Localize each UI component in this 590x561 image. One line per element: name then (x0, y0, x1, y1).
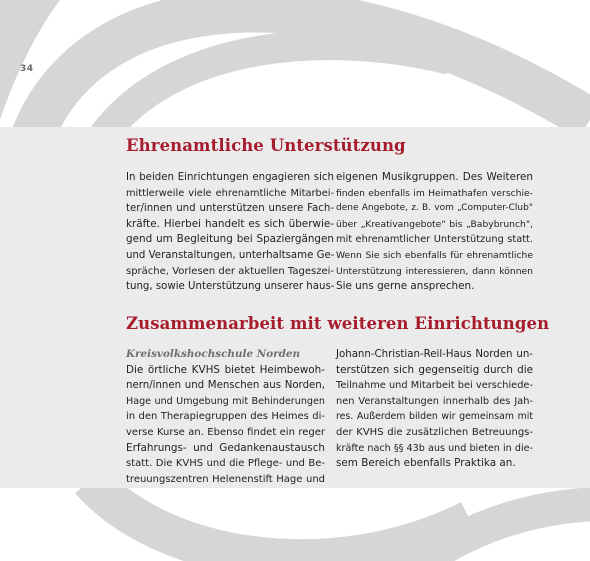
section-heading-cooperation: Zusammenarbeit mit weiteren Einrichtungen (126, 314, 550, 333)
text-line: und Veranstaltungen, unterhaltsame Ge- (126, 249, 335, 261)
text-line: Johann-Christian-Reil-Haus Norden un- (336, 349, 533, 360)
text-line: dene Angebote, z. B. vom „Computer-Club" (336, 203, 533, 214)
text-line: Unterstützung interessieren, dann können (336, 265, 533, 277)
text-line: finden ebenfalls im Heimathafen verschie- (336, 187, 533, 199)
text-line: nern/innen und Menschen aus Norden, (126, 380, 325, 392)
text-line: Die örtliche KVHS bietet Heimbewoh- (126, 363, 325, 376)
text-line: spräche, Vorlesen der aktuellen Tageszei- (126, 265, 334, 277)
text-line: in den Therapiegruppen des Heimes di- (126, 411, 325, 423)
text-line: In beiden Einrichtungen engagieren sich (126, 172, 334, 183)
section-heading-volunteer-support: Ehrenamtliche Unterstützung (126, 136, 406, 155)
decoration-arc-inner (100, 45, 450, 140)
text-line: kräfte. Hierbei handelt es sich überwie- (126, 217, 334, 230)
text-line: Erfahrungs- und Gedankenaustausch (126, 441, 325, 454)
subheading-kvhs: Kreisvolkshochschule Norden (126, 348, 301, 360)
text-line: Hage und Umgebung mit Behinderungen (126, 395, 325, 407)
text-line: der KVHS die zusätzlichen Betreuungs- (336, 426, 533, 438)
text-line: treuungszentren Helenenstift Hage und (126, 473, 325, 485)
text-line: mittlerweile viele ehrenamtliche Mitarbei- (126, 187, 334, 199)
text-line: kräfte nach §§ 43b aus und bieten in die- (336, 442, 533, 454)
text-line: mit ehrenamtlicher Unterstützung statt. (336, 234, 533, 246)
text-line: gend um Begleitung bei Spaziergängen (126, 233, 334, 246)
section1-column-left (126, 170, 334, 295)
text-line: verse Kurse an. Ebenso findet ein reger (126, 426, 325, 438)
text-line: tung, sowie Unterstützung unserer haus- (126, 281, 335, 293)
text-line: statt. Die KVHS und die Pflege- und Be- (126, 458, 325, 470)
text-line: eigenen Musikgruppen. Des Weiteren (336, 171, 533, 183)
text-line: nen Veranstaltungen innerhalb des Jah- (336, 395, 533, 407)
text-line: über „Kreativangebote" bis „Babybrunch", (336, 218, 533, 230)
text-line: sem Bereich ebenfalls Praktika an. (336, 457, 516, 470)
text-line: terstützen sich gegenseitig durch die (336, 363, 533, 376)
text-line: ter/innen und unterstützen unsere Fach- (126, 203, 334, 215)
text-line: Sie uns gerne ansprechen. (336, 280, 475, 293)
text-line: Wenn Sie sich ebenfalls für ehrenamtliche (336, 249, 533, 261)
section2-column-left (126, 347, 325, 487)
page-number: 34 (20, 64, 34, 74)
text-line: Teilnahme und Mitarbeit bei verschiede- (336, 380, 533, 392)
text-line: res. Außerdem bilden wir gemeinsam mit (336, 411, 533, 423)
section1-column-right (336, 170, 533, 295)
section2-column-right (336, 347, 533, 472)
